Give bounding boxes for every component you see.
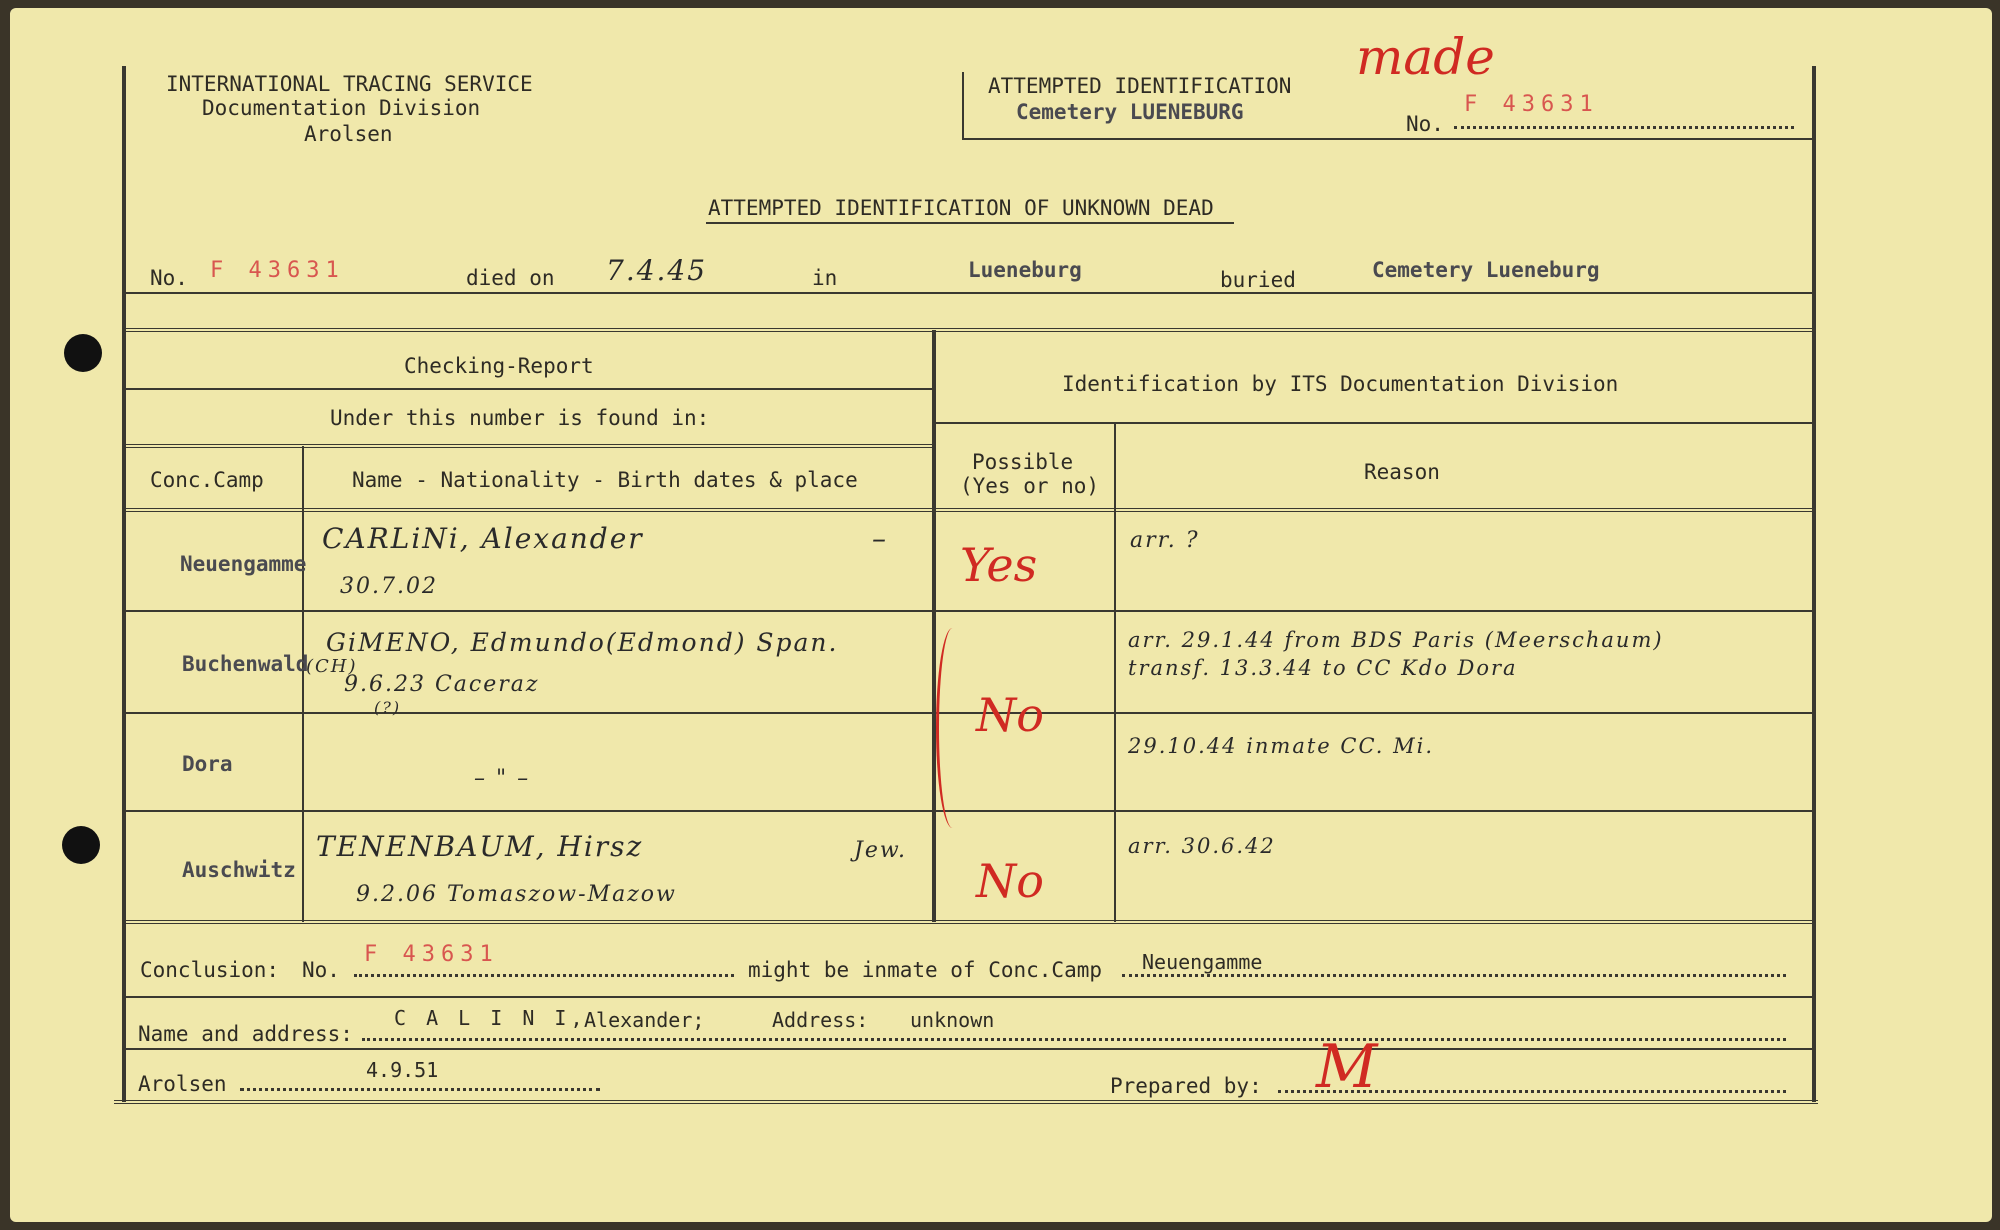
row-1-possible: Yes [960,538,1038,592]
frame-bottom [114,1100,1818,1104]
row-4-camp: Auschwitz [182,858,296,882]
conclusion-no-dotline [354,974,734,977]
conclusion-line [122,996,1812,998]
punch-hole-bottom [62,826,100,864]
column-header-possible-2: (Yes or no) [960,474,1100,498]
header-box-stamp: Cemetery LUENEBURG [1016,100,1244,124]
column-header-reason: Reason [1364,460,1440,484]
buried-label: buried [1220,268,1296,292]
row-2-name: GiMENO, Edmundo(Edmond) Span. [326,628,839,657]
row-2-3-possible: No [976,688,1044,742]
org-line-3: Arolsen [304,122,393,146]
row-1-reason: arr. ? [1130,528,1200,553]
row-2-reason-2: transf. 13.3.44 to CC Kdo Dora [1128,656,1518,680]
row-3-camp: Dora [182,752,233,776]
name-address-line [122,1048,1812,1050]
name-address-dotline [362,1038,1786,1041]
in-label: in [812,266,838,290]
name-address-name: C A L I N I, [394,1006,587,1030]
column-header-camp: Conc.Camp [150,468,264,492]
form-title-underline [706,222,1234,224]
column-header-possible-1: Possible [972,450,1074,474]
row-4-name: TENENBAUM, Hirsz [316,830,644,863]
form-title: ATTEMPTED IDENTIFICATION OF UNKNOWN DEAD [708,196,1214,220]
frame-left [122,66,126,1102]
footer-date-dotline [240,1088,600,1091]
its-heading: Identification by ITS Documentation Division [1062,372,1619,396]
place-value: Lueneburg [968,258,1082,282]
conclusion-no-label: No. [302,958,340,982]
row-1-birth: 30.7.02 [340,574,438,599]
name-address-first: Alexander; [584,1008,705,1032]
col-line-middle [932,330,936,922]
header-no-value: F 43631 [1464,92,1599,117]
its-divider [936,422,1812,424]
buried-value: Cemetery Lueneburg [1372,258,1600,282]
header-box-left [962,72,964,138]
index-card [10,8,1992,1222]
conclusion-label: Conclusion: [140,958,280,982]
row-2-reason-1: arr. 29.1.44 from BDS Paris (Meerschaum) [1128,628,1664,652]
address-value: unknown [910,1008,995,1032]
header-no-label: No. [1406,112,1444,136]
row-2-note: (CH) [306,656,358,677]
column-header-top [122,444,934,448]
col-line-possible [1114,422,1116,922]
row-1-dash: – [872,522,888,555]
table-top [122,328,1812,332]
conclusion-camp: Neuengamme [1142,950,1263,974]
row-4-birth: 9.2.06 Tomaszow-Mazow [356,882,677,907]
record-no-label: No. [150,266,188,290]
row-2-camp: Buchenwald [182,652,309,676]
row-4-nationality: Jew. [854,838,908,863]
name-address-label: Name and address: [138,1022,353,1046]
row-2-birth: 9.6.23 Caceraz [344,672,540,697]
died-on-value: 7.4.45 [606,254,708,287]
prepared-by-dotline [1278,1090,1786,1093]
header-box-bottom [962,138,1812,140]
conclusion-camp-dotline [1122,974,1786,977]
col-line-camp [302,446,304,922]
row-4-reason: arr. 30.6.42 [1128,834,1276,858]
org-line-2: Documentation Division [202,96,481,120]
found-in-heading: Under this number is found in: [330,406,710,430]
frame-right [1812,66,1816,1102]
prepared-by-label: Prepared by: [1110,1074,1262,1098]
checking-divider [122,388,932,390]
footer-date: 4.9.51 [366,1058,439,1082]
column-header-name: Name - Nationality - Birth dates & place [352,468,858,492]
conclusion-no-value: F 43631 [364,942,499,967]
org-line-1: INTERNATIONAL TRACING SERVICE [166,72,533,96]
table-bottom [122,920,1812,924]
row-line-1 [122,610,1812,612]
conclusion-might-be: might be inmate of Conc.Camp [748,958,1103,982]
row-1-name: CARLiNi, Alexander [322,522,644,555]
address-label: Address: [772,1008,869,1032]
column-header-bottom [122,508,1812,512]
punch-hole-top [64,334,102,372]
header-no-dotline [1454,126,1794,129]
row-3-name: – " – [474,766,531,791]
footer-place: Arolsen [138,1072,227,1096]
record-line [122,292,1812,294]
checking-report-heading: Checking-Report [404,354,594,378]
row-4-possible: No [976,854,1044,908]
record-no-value: F 43631 [210,258,345,283]
header-box-title: ATTEMPTED IDENTIFICATION [988,74,1292,98]
died-on-label: died on [466,266,555,290]
red-bracket [936,628,969,828]
red-handwritten-note: made [1356,28,1495,86]
row-3-reason: 29.10.44 inmate CC. Mi. [1128,734,1435,758]
prepared-by-signature: M [1316,1032,1378,1102]
row-1-camp: Neuengamme [180,552,307,576]
row-2-birth-note: (?) [374,698,402,717]
